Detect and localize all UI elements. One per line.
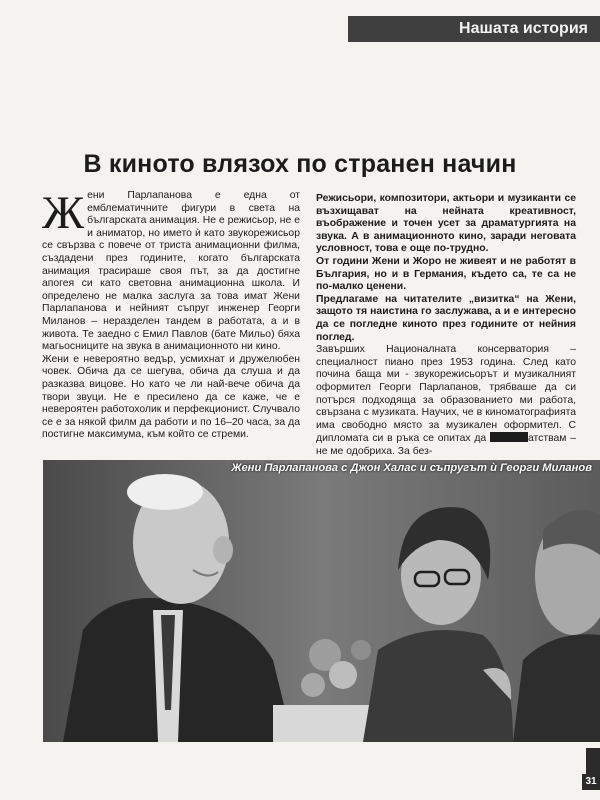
- bold-paragraph: От години Жени и Жоро не живеят и не работят в България, но и в Германия, където са, те са не по-малко ценени.: [316, 255, 576, 293]
- photo-illustration: [43, 460, 600, 742]
- section-header-tab: Нашата история: [348, 16, 600, 42]
- right-column: [316, 193, 576, 458]
- page-number: 31: [582, 774, 600, 790]
- body-text-after-redaction: атствам – не ме одобриха. За без-: [316, 433, 576, 457]
- photo-caption: Жени Парлапанова с Джон Халас и съпругът ѝ Георги Миланов: [231, 462, 592, 474]
- body-text-before-redaction: Завърших Националната консерватория – специалност пиано през 1953 година. След като почина баща ми - звукорежисьорът и музикалният оформител Георги Парлапанов, трябваше да си потърся подходяща за образованието ми работа, свързана с музиката. Научих, че в киноматографията има свободно място за музикален оформител. С дипломата си в ръка се опитах да: [316, 344, 576, 445]
- bold-paragraph: Режисьори, композитори, актьори и музиканти се възхищават на нейната креативност, въображение и точен усет за драматургията на звука. А в анимационното кино, заради неговата условност, това е още по-трудно.: [316, 193, 576, 255]
- article-title: В киното влязох по странен начин: [83, 150, 517, 178]
- intro-paragraph-text: ени Парлапанова е една от емблематичните фигури в света на българската анимация. Не е режисьор, не е и аниматор, но името ѝ като звукорежисьор се свързва с повече от триста анимационни филма, създадени през годините, когато българската анимация трасираше своя път, за да достигне апогея си като световна анимационна школа. И определено не малка заслуга за това имат Жени Парлапанова и нейният съпруг инженер Георги Миланов – неразделен тандем в работата, а и в живота. Те заедно с Емил Павлов (бате Мильо) бяха магьосниците на звука в анимационното ни кино.: [42, 190, 300, 353]
- intro-paragraph: [42, 187, 300, 354]
- redaction-bar: [490, 432, 528, 442]
- drop-cap: Ж: [42, 187, 85, 239]
- body-paragraph: [316, 344, 576, 458]
- left-column: [42, 187, 300, 442]
- bold-paragraph: Предлагаме на читателите „визитка“ на Жени, защото тя наистина го заслужава, а и е интересно да се погледне киното през годините от нейния поглед.: [316, 293, 576, 343]
- photo: [43, 460, 600, 742]
- body-paragraph: Жени е невероятно ведър, усмихнат и дружелюбен човек. Обича да се шегува, обича да слуша и да разказва вицове. Но като че ли най-вече обича да твори звуци. Не е пресилено да се каже, че е невероятен работохолик и перфекционист. Случвало се е за някой филм да работи и по 16–20 часа, за да постигне максимума, към който се стреми.: [42, 353, 300, 441]
- edge-bar: [586, 748, 600, 774]
